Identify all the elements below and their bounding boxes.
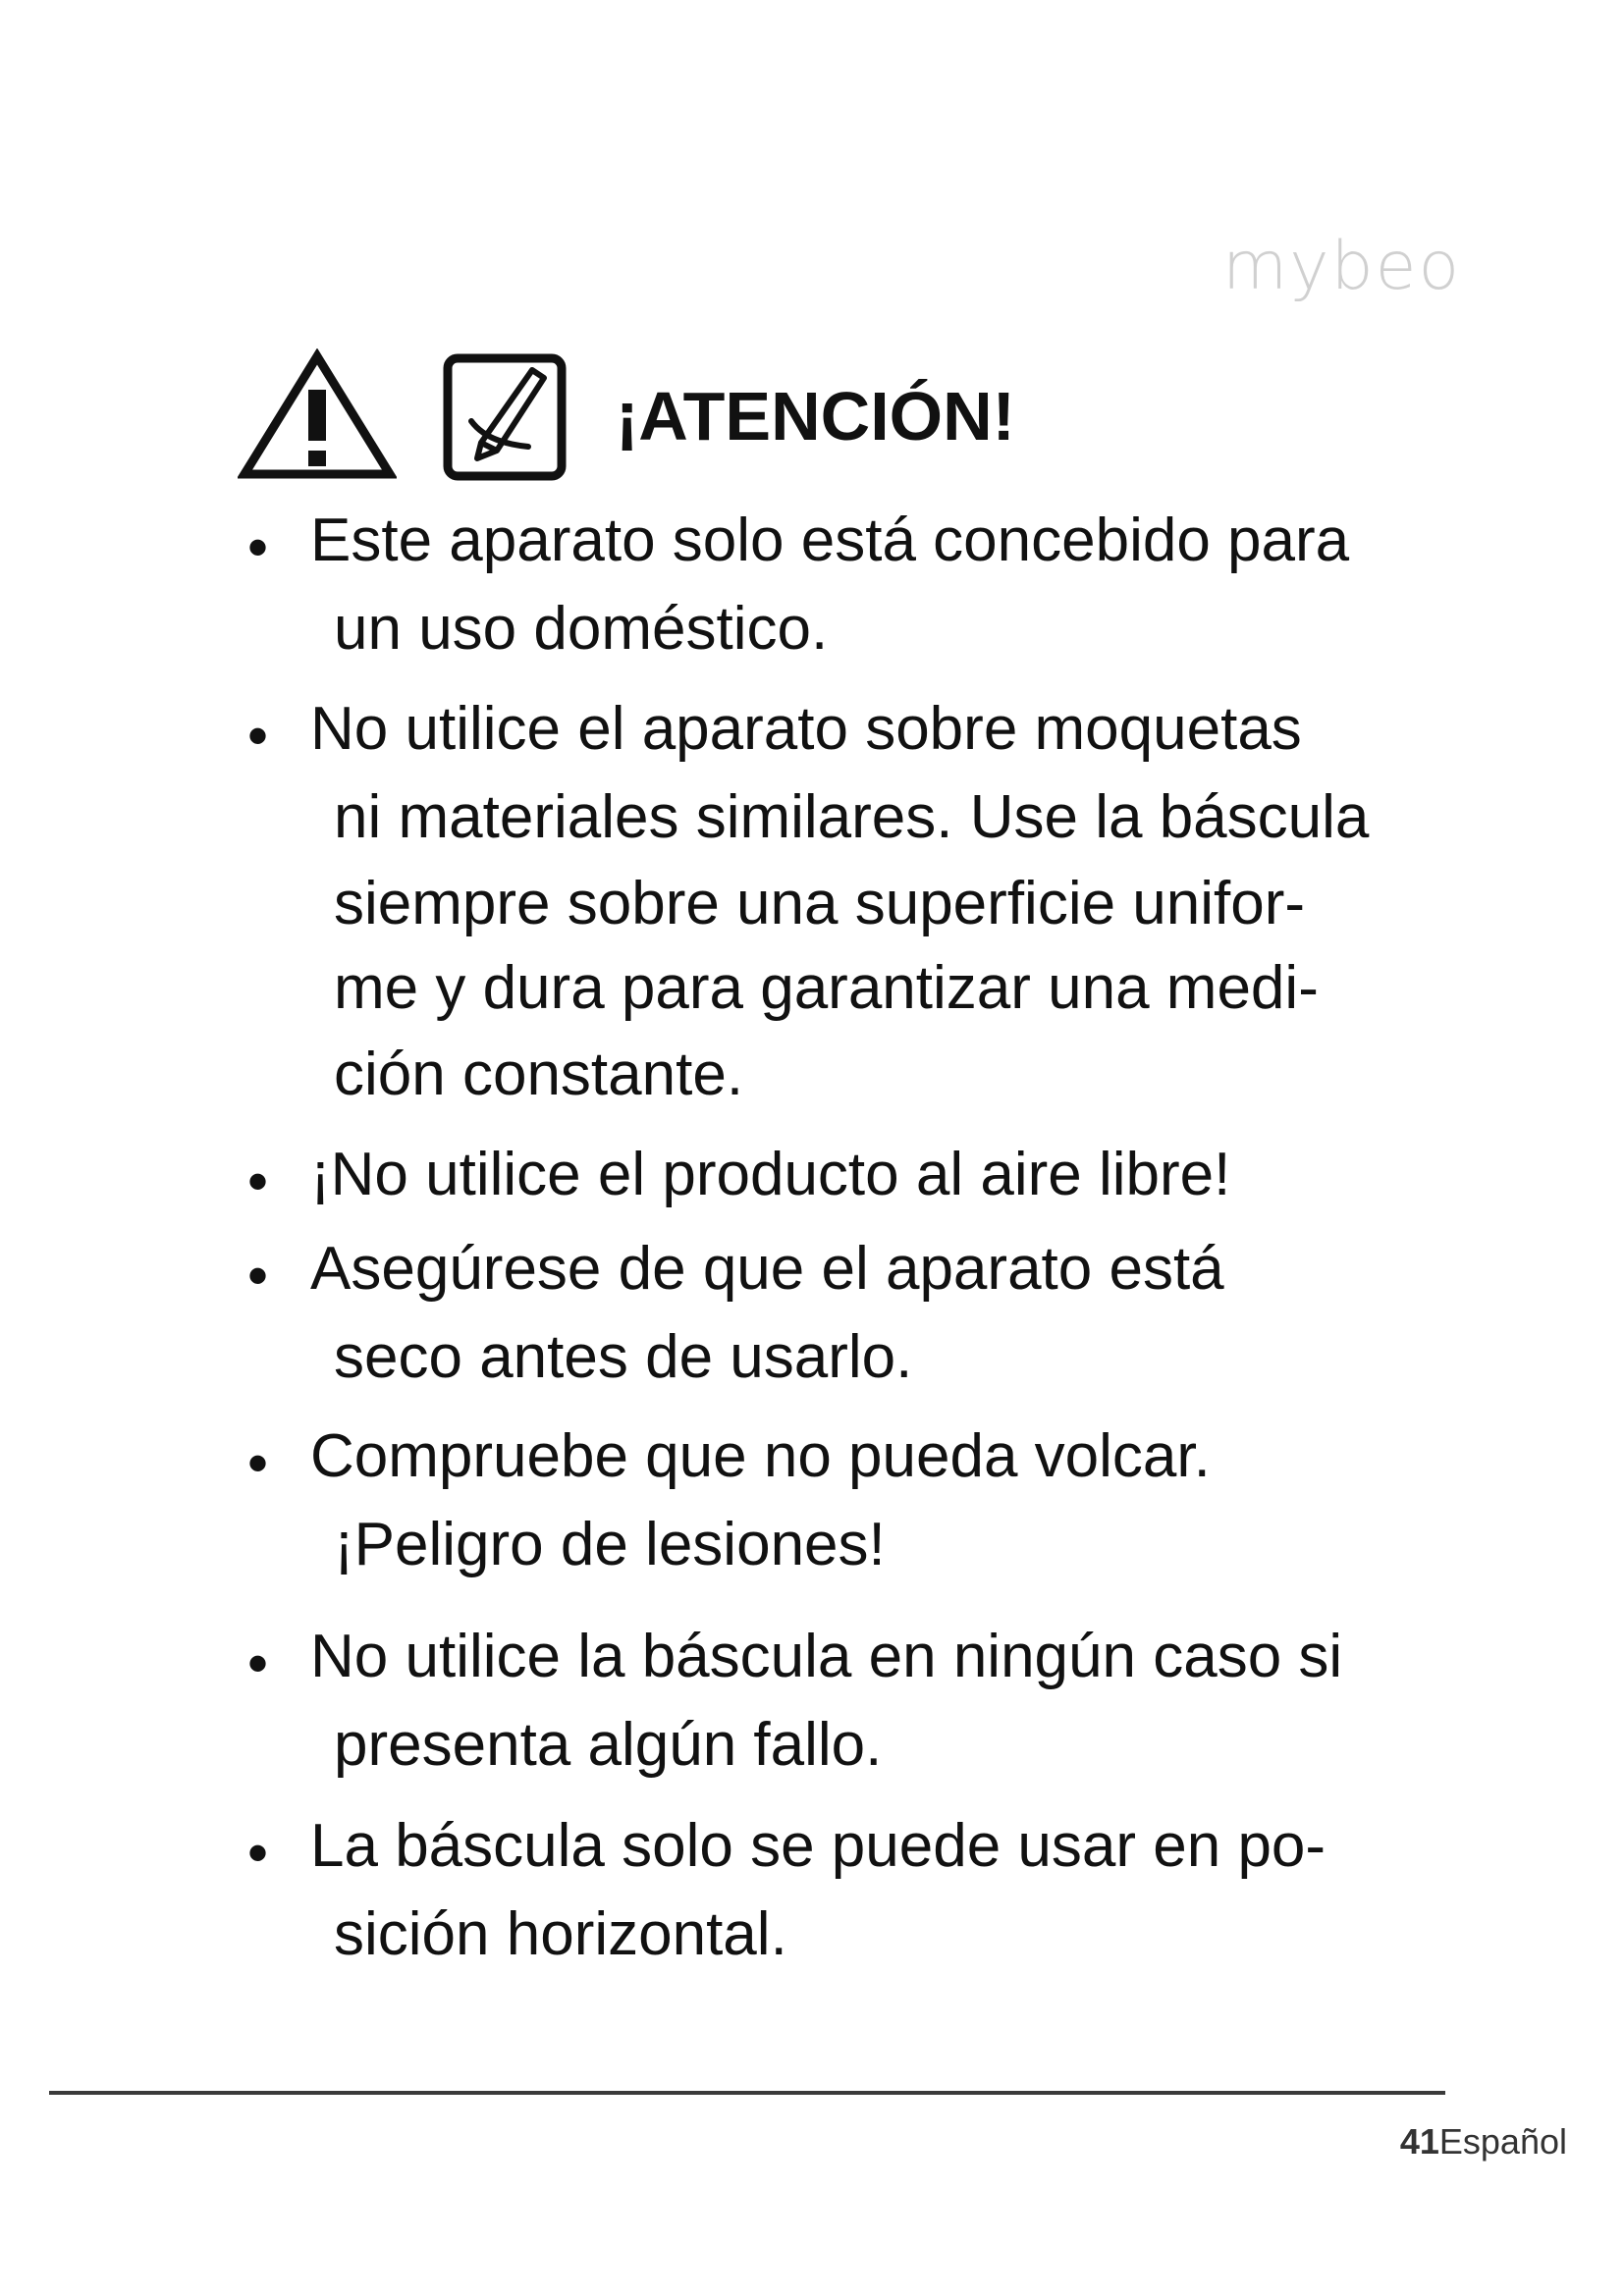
list-item-line: ¡No utilice el producto al aire libre! bbox=[310, 1141, 1231, 1208]
list-item-line: siempre sobre una superficie unifor- bbox=[334, 870, 1306, 937]
footer-divider bbox=[49, 2091, 1445, 2095]
page-title: ¡ATENCIÓN! bbox=[616, 378, 1015, 454]
page-number: 41 bbox=[1399, 2121, 1439, 2162]
list-item-line: un uso doméstico. bbox=[334, 595, 829, 663]
bullet-marker: • bbox=[247, 1430, 269, 1496]
note-pencil-icon bbox=[442, 352, 568, 482]
list-item-line: Compruebe que no pueda volcar. bbox=[310, 1422, 1211, 1490]
list-item-line: No utilice el aparato sobre moquetas bbox=[310, 695, 1302, 763]
list-item-line: ni materiales similares. Use la báscula bbox=[334, 783, 1370, 851]
list-item-line: ¡Peligro de lesiones! bbox=[334, 1511, 886, 1578]
footer-language: Español bbox=[1438, 2121, 1567, 2162]
list-item-line: ción constante. bbox=[334, 1041, 744, 1108]
bullet-marker: • bbox=[247, 1243, 269, 1308]
bullet-marker: • bbox=[247, 1820, 269, 1886]
list-item-line: No utilice la báscula en ningún caso si bbox=[310, 1623, 1343, 1690]
list-item-line: sición horizontal. bbox=[334, 1900, 787, 1968]
list-item-line: presenta algún fallo. bbox=[334, 1711, 883, 1779]
list-item-line: Este aparato solo está concebido para bbox=[310, 507, 1350, 574]
bullet-marker: • bbox=[247, 1148, 269, 1214]
bullet-marker: • bbox=[247, 514, 269, 580]
page-footer bbox=[1400, 2121, 1567, 2163]
list-item-line: me y dura para garantizar una medi- bbox=[334, 954, 1319, 1022]
list-item-line: Asegúrese de que el aparato está bbox=[310, 1235, 1224, 1303]
list-item-line: La báscula solo se puede usar en po- bbox=[310, 1812, 1326, 1880]
bullet-marker: • bbox=[247, 1630, 269, 1696]
brand-logo: mybeo bbox=[1222, 228, 1462, 305]
bullet-marker: • bbox=[247, 703, 269, 769]
warning-triangle-icon bbox=[238, 348, 397, 482]
list-item-line: seco antes de usarlo. bbox=[334, 1323, 913, 1391]
